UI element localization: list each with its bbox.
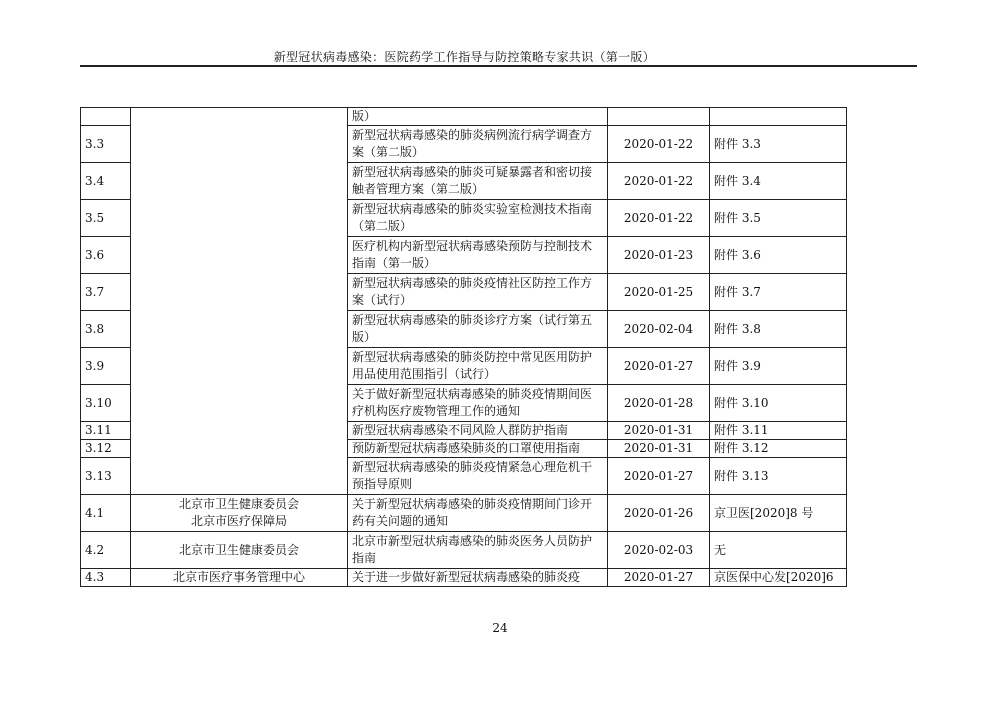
row-number: 3.7 xyxy=(81,274,131,311)
issue-date xyxy=(608,108,710,126)
row-number: 4.3 xyxy=(81,569,131,587)
issue-date: 2020-01-25 xyxy=(608,274,710,311)
document-number: 附件 3.12 xyxy=(710,440,847,458)
document-title: 新型冠状病毒感染的肺炎疫情紧急心理危机干预指导原则 xyxy=(348,458,608,495)
document-title: 新型冠状病毒感染的肺炎病例流行病学调查方案（第二版） xyxy=(348,126,608,163)
row-number: 4.2 xyxy=(81,532,131,569)
issue-date: 2020-01-31 xyxy=(608,440,710,458)
document-title: 新型冠状病毒感染的肺炎防控中常见医用防护用品使用范围指引（试行） xyxy=(348,348,608,385)
issue-date: 2020-02-03 xyxy=(608,532,710,569)
issuing-org-cell xyxy=(131,532,348,569)
issue-date: 2020-01-22 xyxy=(608,163,710,200)
page-number: 24 xyxy=(492,621,508,635)
issuing-org: 北京市卫生健康委员会 xyxy=(178,497,299,511)
document-title: 医疗机构内新型冠状病毒感染预防与控制技术指南（第一版） xyxy=(348,237,608,274)
row-number: 3.6 xyxy=(81,237,131,274)
row-number: 3.3 xyxy=(81,126,131,163)
issuing-org-cell xyxy=(131,108,348,495)
row-number: 3.13 xyxy=(81,458,131,495)
document-title: 关于进一步做好新型冠状病毒感染的肺炎疫 xyxy=(348,569,608,587)
document-title: 北京市新型冠状病毒感染的肺炎医务人员防护指南 xyxy=(348,532,608,569)
document-number: 附件 3.11 xyxy=(710,422,847,440)
issue-date: 2020-01-27 xyxy=(608,569,710,587)
issue-date: 2020-01-28 xyxy=(608,385,710,422)
document-number: 附件 3.13 xyxy=(710,458,847,495)
issuing-org-cell xyxy=(131,495,348,532)
row-number: 3.5 xyxy=(81,200,131,237)
issue-date: 2020-01-26 xyxy=(608,495,710,532)
document-number: 无 xyxy=(710,532,847,569)
issue-date: 2020-02-04 xyxy=(608,311,710,348)
document-number: 附件 3.7 xyxy=(710,274,847,311)
issue-date: 2020-01-22 xyxy=(608,126,710,163)
issue-date: 2020-01-22 xyxy=(608,200,710,237)
reference-table xyxy=(80,107,847,587)
page-header-title: 新型冠状病毒感染：医院药学工作指导与防控策略专家共识（第一版） xyxy=(273,50,655,64)
row-number: 3.10 xyxy=(81,385,131,422)
row-number: 3.11 xyxy=(81,422,131,440)
document-number: 附件 3.4 xyxy=(710,163,847,200)
document-title: 新型冠状病毒感染的肺炎诊疗方案（试行第五版） xyxy=(348,311,608,348)
document-number: 附件 3.8 xyxy=(710,311,847,348)
document-title: 新型冠状病毒感染不同风险人群防护指南 xyxy=(348,422,608,440)
document-number: 附件 3.6 xyxy=(710,237,847,274)
issue-date: 2020-01-23 xyxy=(608,237,710,274)
row-number xyxy=(81,108,131,126)
document-number: 附件 3.5 xyxy=(710,200,847,237)
row-number: 3.12 xyxy=(81,440,131,458)
document-title: 关于做好新型冠状病毒感染的肺炎疫情期间医疗机构医疗废物管理工作的通知 xyxy=(348,385,608,422)
document-number: 京医保中心发[2020]6 xyxy=(710,569,847,587)
issuing-org: 北京市卫生健康委员会 xyxy=(178,542,299,557)
row-number: 3.8 xyxy=(81,311,131,348)
document-number xyxy=(710,108,847,126)
document-title: 版） xyxy=(348,108,608,126)
document-title: 关于新型冠状病毒感染的肺炎疫情期间门诊开药有关问题的通知 xyxy=(348,495,608,532)
row-number: 3.9 xyxy=(81,348,131,385)
table-row xyxy=(81,108,847,126)
issuing-org-cell xyxy=(131,569,348,587)
header-rule xyxy=(80,65,917,67)
issuing-org: 北京市医疗保障局 xyxy=(190,514,287,528)
issuing-org: 北京市医疗事务管理中心 xyxy=(172,570,305,584)
issue-date: 2020-01-27 xyxy=(608,348,710,385)
document-title: 预防新型冠状病毒感染肺炎的口罩使用指南 xyxy=(348,440,608,458)
table-row xyxy=(81,495,847,532)
document-number: 附件 3.10 xyxy=(710,385,847,422)
row-number: 3.4 xyxy=(81,163,131,200)
document-number: 京卫医[2020]8 号 xyxy=(710,495,847,532)
document-title: 新型冠状病毒感染的肺炎疫情社区防控工作方案（试行） xyxy=(348,274,608,311)
issue-date: 2020-01-31 xyxy=(608,422,710,440)
document-number: 附件 3.3 xyxy=(710,126,847,163)
table-row xyxy=(81,569,847,587)
document-title: 新型冠状病毒感染的肺炎实验室检测技术指南（第二版） xyxy=(348,200,608,237)
document-title: 新型冠状病毒感染的肺炎可疑暴露者和密切接触者管理方案（第二版） xyxy=(348,163,608,200)
table-row xyxy=(81,532,847,569)
row-number: 4.1 xyxy=(81,495,131,532)
document-number: 附件 3.9 xyxy=(710,348,847,385)
issue-date: 2020-01-27 xyxy=(608,458,710,495)
